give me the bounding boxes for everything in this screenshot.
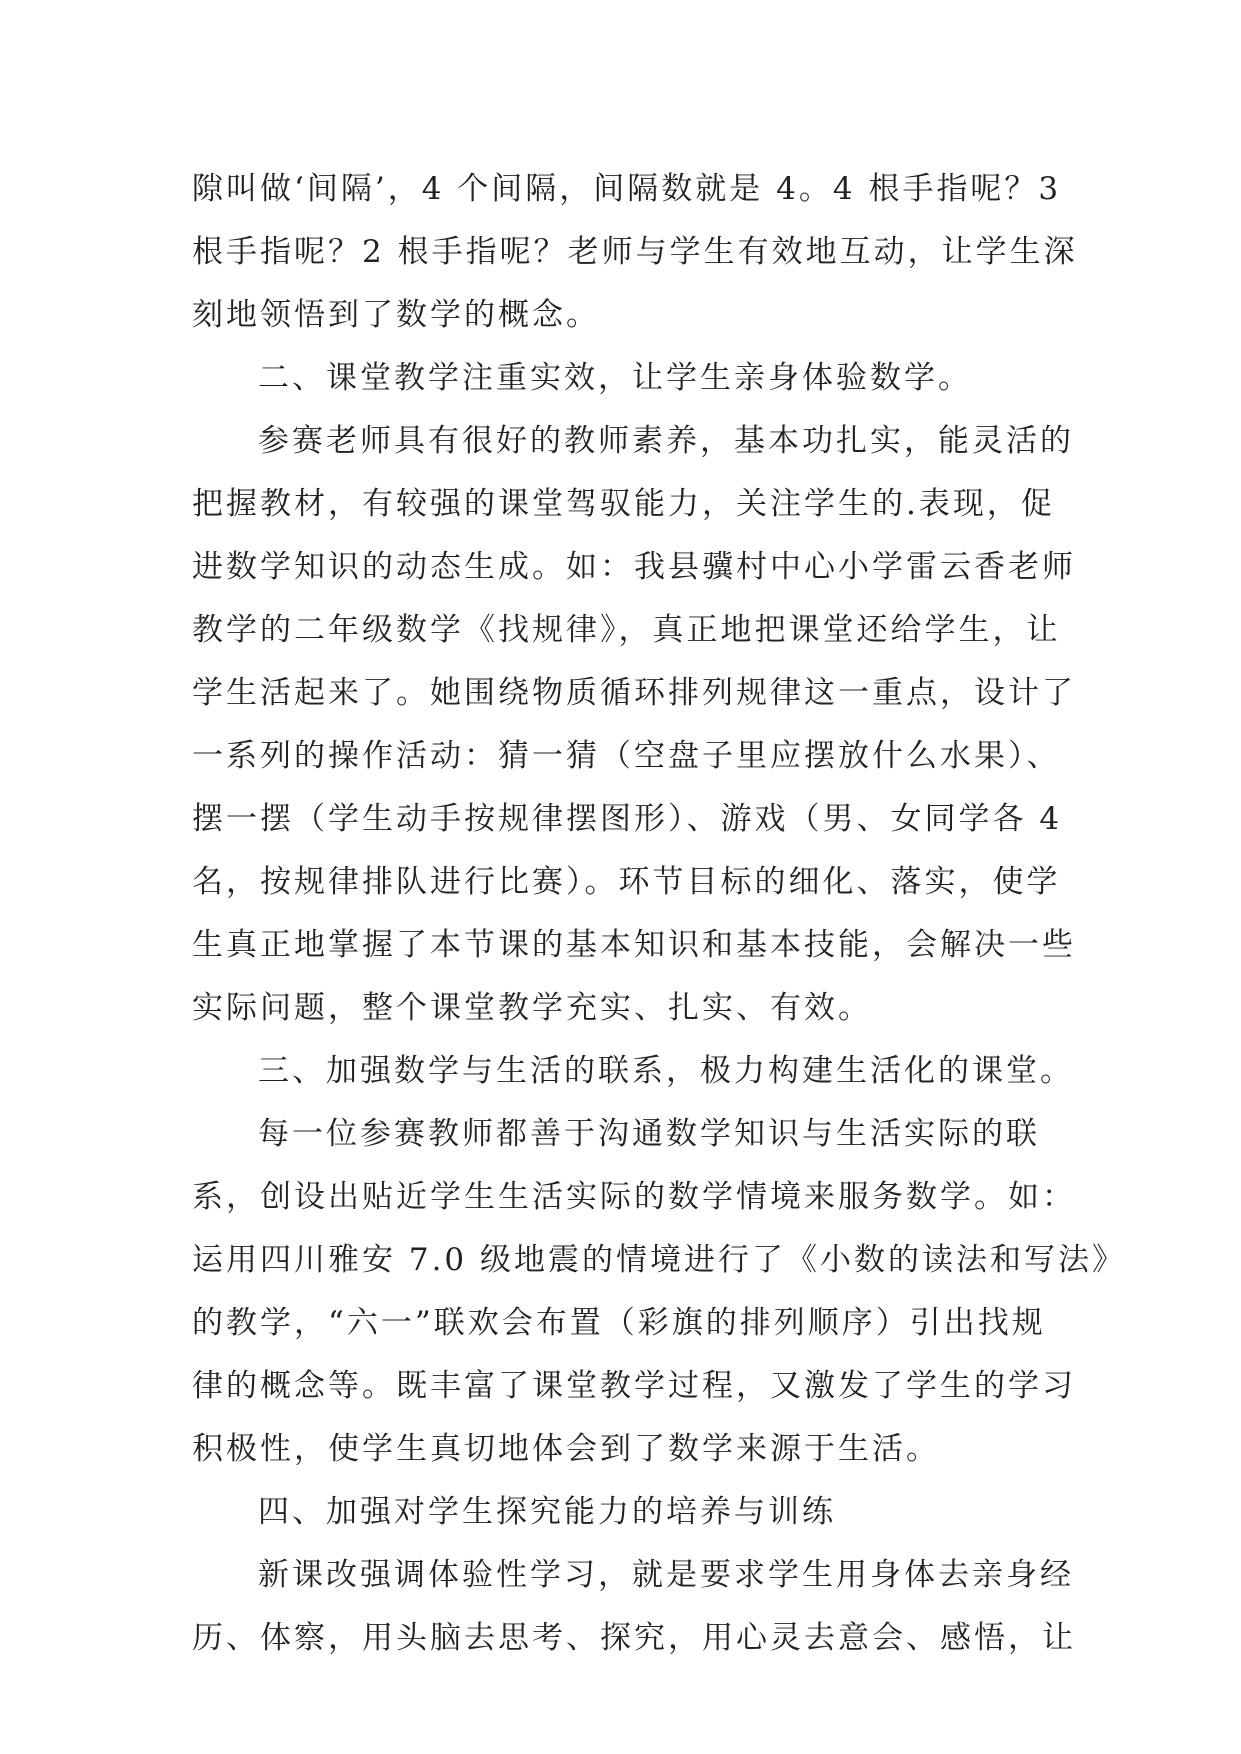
text-line: 进数学知识的动态生成。如：我县骥村中心小学雷云香老师 <box>192 549 1076 585</box>
text-line: 历、体察，用头脑去思考、探究，用心灵去意会、感悟，让 <box>192 1620 1076 1656</box>
document-body <box>192 158 1127 1670</box>
text-line: 把握教材，有较强的课堂驾驭能力，关注学生的.表现，促 <box>192 486 1055 522</box>
text-line: 刻地领悟到了数学的概念。 <box>192 297 600 333</box>
text-line: 二、课堂教学注重实效，让学生亲身体验数学。 <box>258 360 972 396</box>
text-line: 每一位参赛教师都善于沟通数学知识与生活实际的联 <box>258 1116 1040 1152</box>
text-line: 律的概念等。既丰富了课堂教学过程，又激发了学生的学习 <box>192 1368 1076 1404</box>
text-line: 名，按规律排队进行比赛）。环节目标的细化、落实，使学 <box>192 864 1061 900</box>
text-line: 根手指呢？2 根手指呢？老师与学生有效地互动，让学生深 <box>192 234 1078 270</box>
text-line: 生真正地掌握了本节课的基本知识和基本技能，会解决一些 <box>192 927 1076 963</box>
text-line: 系，创设出贴近学生生活实际的数学情境来服务数学。如： <box>192 1179 1076 1215</box>
text-line: 一系列的操作活动：猜一猜（空盘子里应摆放什么水果）、 <box>192 738 1061 774</box>
text-line: 摆一摆（学生动手按规律摆图形）、游戏（男、女同学各 4 <box>192 801 1063 837</box>
text-line: 的教学，“六一”联欢会布置（彩旗的排列顺序）引出找规 <box>192 1305 1046 1341</box>
text-line: 隙叫做‘间隔’，4 个间隔，间隔数就是 4。4 根手指呢？3 <box>192 171 1062 207</box>
text-line: 运用四川雅安 7.0 级地震的情境进行了《小数的读法和写法》 <box>192 1242 1127 1278</box>
text-line: 四、加强对学生探究能力的培养与训练 <box>258 1494 836 1530</box>
text-line: 三、加强数学与生活的联系，极力构建生活化的课堂。 <box>258 1053 1074 1089</box>
text-line: 教学的二年级数学《找规律》，真正地把课堂还给学生，让 <box>192 612 1061 648</box>
text-line: 积极性，使学生真切地体会到了数学来源于生活。 <box>192 1431 940 1467</box>
text-line: 新课改强调体验性学习，就是要求学生用身体去亲身经 <box>258 1557 1074 1593</box>
text-line: 学生活起来了。她围绕物质循环排列规律这一重点，设计了 <box>192 675 1076 711</box>
text-line: 实际问题，整个课堂教学充实、扎实、有效。 <box>192 990 872 1026</box>
text-line: 参赛老师具有很好的教师素养，基本功扎实，能灵活的 <box>258 423 1074 459</box>
